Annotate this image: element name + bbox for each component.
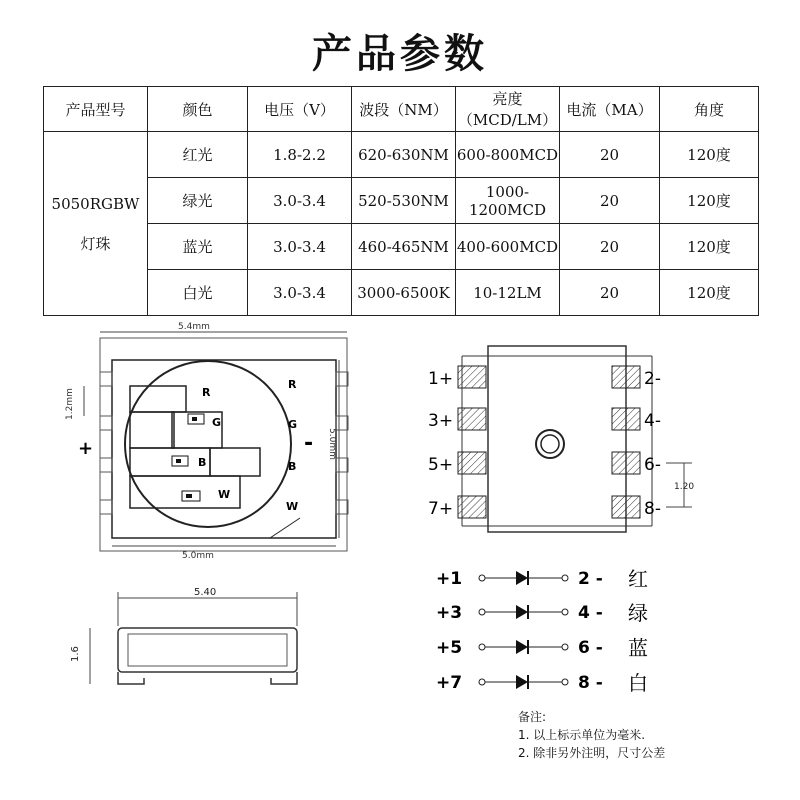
cell-brightness: 600-800MCD [456, 132, 560, 178]
circuit-plus: +3 [436, 603, 463, 623]
package-body [118, 628, 297, 672]
package-inner [128, 634, 287, 666]
cell-angle: 120度 [660, 132, 759, 178]
cell-brightness: 1000-1200MCD [456, 178, 560, 224]
circuit-plus: +1 [436, 569, 463, 589]
pad-label-b: B [198, 456, 207, 469]
cell-color: 绿光 [148, 178, 248, 224]
side-label-r: R [288, 378, 297, 391]
header-color: 颜色 [148, 87, 248, 132]
table-row [44, 224, 759, 270]
cell-voltage: 1.8-2.2 [248, 132, 352, 178]
pin-3: 3+ [428, 411, 454, 431]
dim-bottom: 5.0mm [182, 551, 214, 561]
cell-current: 20 [560, 270, 660, 316]
side-view-drawing [70, 586, 320, 696]
circuit-minus: 6 - [578, 638, 603, 658]
pad-label-g: G [212, 416, 222, 429]
pin-pitch: 1.20 [674, 482, 695, 492]
pin-view-drawing [420, 340, 700, 540]
circuit-plus: +7 [436, 673, 463, 693]
circuit-color: 蓝 [628, 636, 648, 660]
minus-sign: - [304, 431, 314, 456]
cell-color: 蓝光 [148, 224, 248, 270]
pad-regions [130, 386, 260, 508]
center-mark [536, 430, 564, 458]
circuit-minus: 8 - [578, 673, 603, 693]
circuit-plus: +5 [436, 638, 463, 658]
cell-band: 460-465NM [352, 224, 456, 270]
cell-angle: 120度 [660, 224, 759, 270]
cell-angle: 120度 [660, 178, 759, 224]
circuit-row [436, 636, 648, 660]
left-pins [100, 372, 112, 514]
cell-current: 20 [560, 224, 660, 270]
cell-current: 20 [560, 178, 660, 224]
pin-2: 2- [644, 369, 661, 389]
header-model: 产品型号 [44, 87, 148, 132]
pad-label-w: W [218, 488, 231, 501]
table-row [44, 178, 759, 224]
note-item: 1. 以上标示单位为毫米. [518, 728, 646, 742]
plus-sign: + [78, 438, 94, 459]
top-view-drawing [60, 318, 360, 568]
pin-7: 7+ [428, 499, 454, 519]
cell-brightness: 400-600MCD [456, 224, 560, 270]
header-brightness: 亮度（MCD/LM） [456, 87, 560, 132]
cell-current: 20 [560, 132, 660, 178]
dim-top: 5.4mm [178, 322, 210, 332]
pin-pads [458, 366, 640, 518]
table-header-row [44, 87, 759, 132]
circuit-color: 白 [628, 671, 648, 695]
circuit-diagram [430, 562, 670, 702]
cell-voltage: 3.0-3.4 [248, 224, 352, 270]
pad-label-r: R [202, 386, 211, 399]
cell-color: 红光 [148, 132, 248, 178]
circuit-minus: 4 - [578, 603, 603, 623]
side-label-b: B [288, 460, 297, 473]
pin-4: 4- [644, 411, 661, 431]
dim-height: 1.6 [70, 646, 81, 662]
notes [518, 708, 665, 762]
header-angle: 角度 [660, 87, 759, 132]
dim-right: 5.0mm [327, 428, 337, 460]
circuit-minus: 2 - [578, 569, 603, 589]
header-band: 波段（NM） [352, 87, 456, 132]
pin-1: 1+ [428, 369, 454, 389]
circuit-row [436, 601, 648, 625]
circuit-color: 绿 [628, 601, 648, 625]
page-title: 产品参数 [312, 31, 488, 77]
model-name: 5050RGBW [51, 194, 140, 213]
cell-band: 520-530NM [352, 178, 456, 224]
pin-8: 8- [644, 499, 661, 519]
header-voltage: 电压（V） [248, 87, 352, 132]
header-current: 电流（MA） [560, 87, 660, 132]
cell-voltage: 3.0-3.4 [248, 270, 352, 316]
cell-band: 3000-6500K [352, 270, 456, 316]
side-label-w: W [286, 500, 299, 513]
model-cell [44, 132, 148, 316]
table-row [44, 132, 759, 178]
circuit-row [436, 671, 648, 695]
table-row [44, 270, 759, 316]
pin-6: 6- [644, 455, 661, 475]
cell-color: 白光 [148, 270, 248, 316]
cell-band: 620-630NM [352, 132, 456, 178]
cell-voltage: 3.0-3.4 [248, 178, 352, 224]
circuit-row [436, 567, 648, 591]
note-item: 2. 除非另外注明，尺寸公差 [518, 746, 666, 760]
spec-table [43, 86, 759, 316]
dim-left: 1.2mm [65, 388, 75, 420]
side-label-g: G [288, 418, 298, 431]
notes-title: 备注: [518, 710, 547, 724]
pin-5: 5+ [428, 455, 454, 475]
cell-angle: 120度 [660, 270, 759, 316]
cell-brightness: 10-12LM [456, 270, 560, 316]
model-type: 灯珠 [80, 234, 111, 253]
circuit-color: 红 [628, 567, 648, 591]
dim-width: 5.40 [194, 587, 217, 598]
